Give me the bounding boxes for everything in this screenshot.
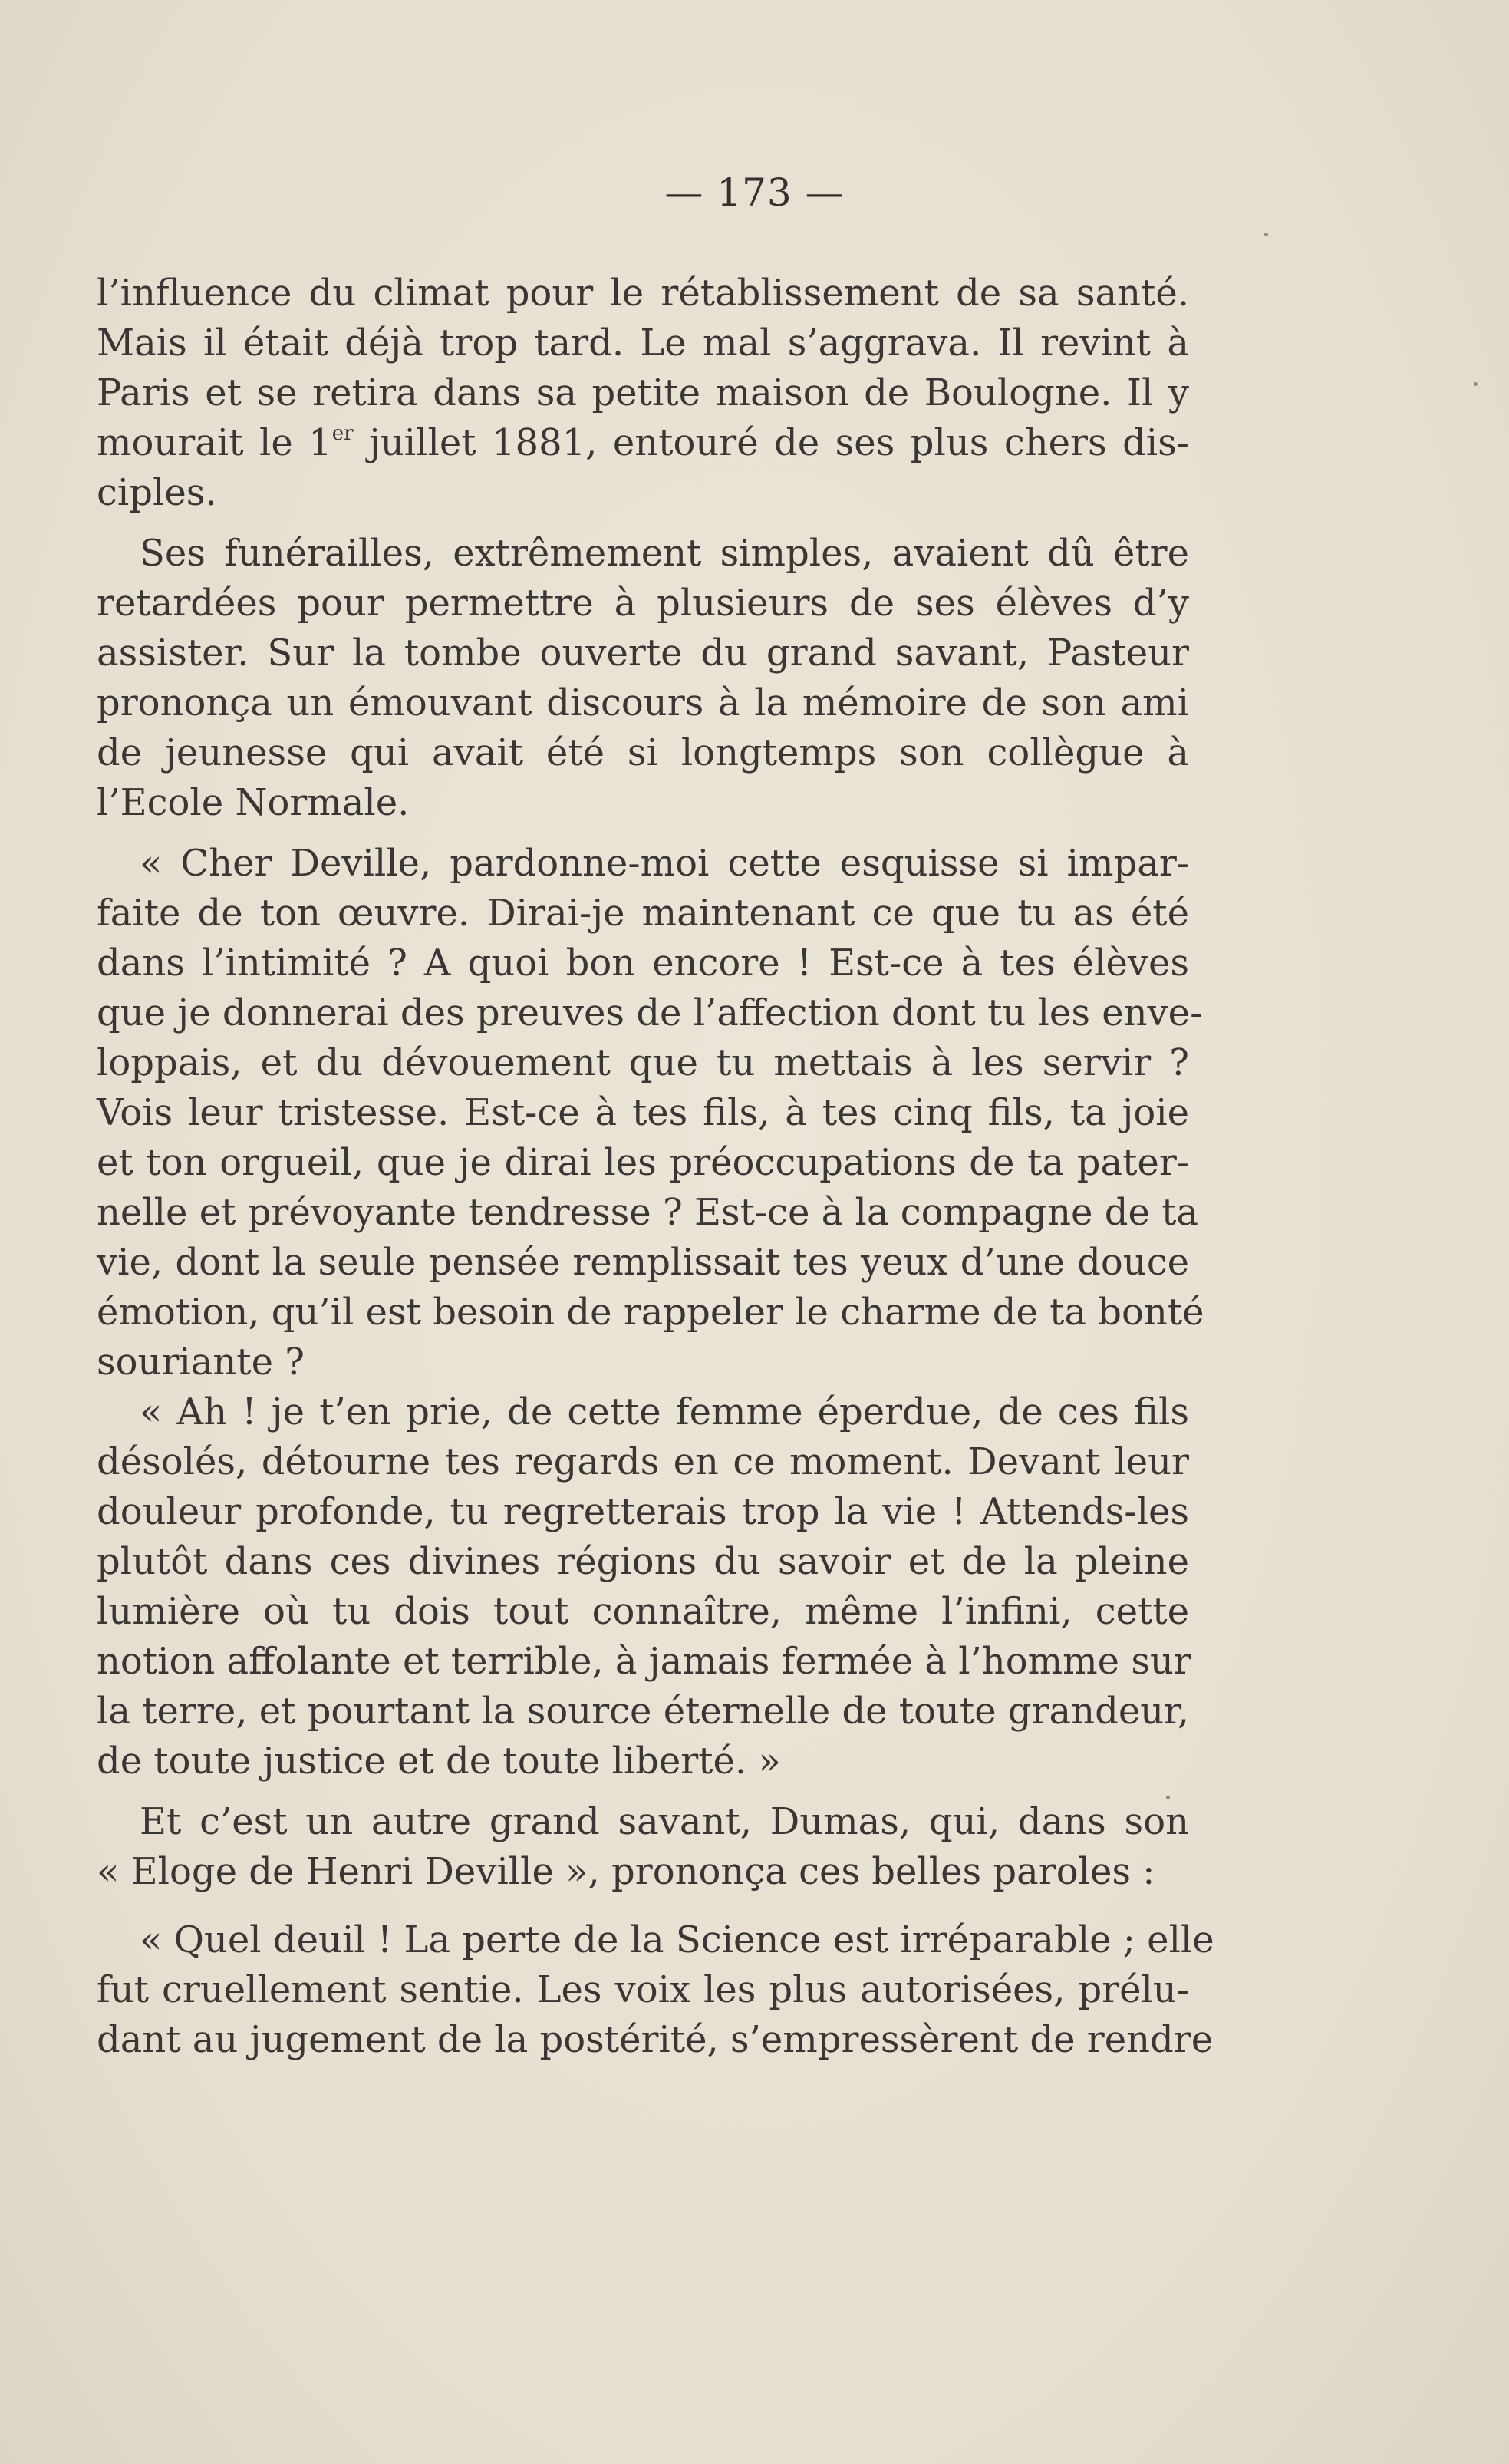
text-line: lumière où tu dois tout connaître, même l’infini, cette [97, 1590, 1189, 1633]
text-line: faite de ton œuvre. Dirai-je maintenant ce que tu as été [97, 892, 1189, 935]
text-line: la terre, et pourtant la source éternelle de toute grandeur, [97, 1690, 1190, 1733]
text-line: douleur profonde, tu regretterais trop la vie ! Attends-les [97, 1490, 1189, 1533]
text-line: et ton orgueil, que je dirai les préoccupations de ta pater- [97, 1141, 1189, 1184]
paragraph-6 [97, 1915, 1214, 2065]
text-line: Et c’est un autre grand savant, Dumas, qui, dans son [140, 1800, 1189, 1843]
text-line: Paris et se retira dans sa petite maison de Boulogne. Il y [97, 371, 1189, 414]
text-line: dant au jugement de la postérité, s’empressèrent de rendre [97, 2018, 1214, 2061]
text-line: désolés, détourne tes regards en ce moment. Devant leur [97, 1440, 1189, 1483]
text-line: Ses funérailles, extrêmement simples, avaient dû être [140, 532, 1189, 575]
text-line: « Eloge de Henri Deville », prononça ces belles paroles : [97, 1850, 1155, 1893]
text-line: loppais, et du dévouement que tu mettais à les servir ? [97, 1041, 1189, 1084]
text-line: notion affolante et terrible, à jamais fermée à l’homme sur [97, 1640, 1191, 1683]
text-line: de jeunesse qui avait été si longtemps son collègue à [97, 731, 1189, 774]
text-line: nelle et prévoyante tendresse ? Est-ce à la compagne de ta [97, 1191, 1199, 1234]
paragraph-1 [97, 269, 1189, 518]
text-line: émotion, qu’il est besoin de rappeler le charme de ta bonté [97, 1291, 1204, 1334]
text-line: que je donnerai des preuves de l’affection dont tu les enve- [97, 991, 1203, 1034]
paragraph-3 [97, 839, 1204, 1387]
paragraph-2 [97, 529, 1189, 828]
text-line: Mais il était déjà trop tard. Le mal s’aggrava. Il revint à [97, 322, 1189, 364]
text-line: « Quel deuil ! La perte de la Science est irréparable ; elle [140, 1918, 1214, 1961]
text-line: fut cruellement sentie. Les voix les plus autorisées, prélu- [97, 1968, 1189, 2011]
text-line: souriante ? [97, 1341, 305, 1384]
text-line: l’influence du climat pour le rétablissement de sa santé. [97, 272, 1189, 315]
text-line: prononça un émouvant discours à la mémoire de son ami [97, 681, 1189, 724]
text-line: « Ah ! je t’en prie, de cette femme éperdue, de ces fils [140, 1390, 1189, 1433]
text-line-with-superscript [97, 418, 1189, 468]
text-line: dans l’intimité ? A quoi bon encore ! Est-ce à tes élèves [97, 942, 1189, 985]
paragraph-4 [97, 1387, 1189, 1786]
body-text [97, 269, 1214, 2065]
text-fragment: mourait le 1 [97, 421, 332, 464]
text-line: retardées pour permettre à plusieurs de ses élèves d’y [97, 582, 1189, 625]
paragraph-5 [97, 1797, 1189, 1897]
page-number: — 173 — [664, 170, 845, 215]
text-line: vie, dont la seule pensée remplissait tes yeux d’une douce [97, 1241, 1189, 1284]
text-line: Vois leur tristesse. Est-ce à tes fils, à tes cinq fils, ta joie [97, 1091, 1189, 1134]
paper-speck [1264, 233, 1268, 236]
text-line: de toute justice et de toute liberté. » [97, 1740, 781, 1783]
text-line: plutôt dans ces divines régions du savoir et de la pleine [97, 1540, 1189, 1583]
paper-speck [1474, 382, 1478, 386]
text-line: « Cher Deville, pardonne-moi cette esquisse si impar- [140, 842, 1189, 885]
text-line: assister. Sur la tombe ouverte du grand savant, Pasteur [97, 632, 1189, 675]
text-fragment: juillet 1881, entouré de ses plus chers dis- [353, 421, 1190, 464]
text-line: ciples. [97, 471, 217, 514]
text-line: l’Ecole Normale. [97, 781, 410, 824]
ordinal-superscript: er [331, 422, 354, 445]
